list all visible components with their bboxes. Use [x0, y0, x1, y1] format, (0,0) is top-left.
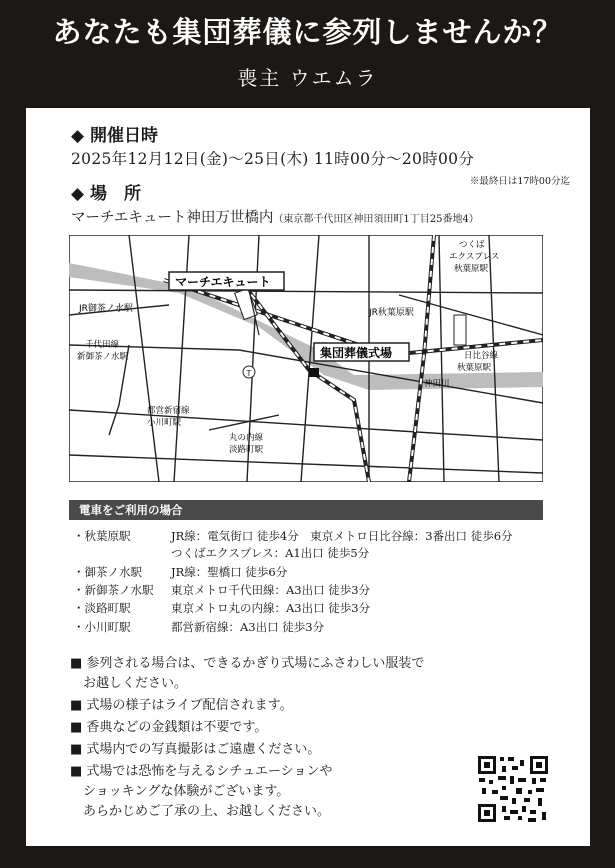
map-label-venue: 集団葬儀式場	[320, 346, 393, 360]
map-label-chiyoda-1: 千代田線	[85, 340, 120, 350]
map-label-hibiya-2: 秋葉原駅	[457, 363, 492, 373]
station-route: 東京メトロ丸の内線：A3出口 徒歩3分	[171, 601, 371, 615]
svg-text:T: T	[246, 369, 252, 378]
station-name: ・小川町駅	[73, 620, 131, 634]
venue-name: マーチエキュート神田万世橋内	[71, 210, 274, 226]
access-map	[69, 235, 543, 482]
map-label-marunouchi-2: 淡路町駅	[229, 445, 264, 455]
map-label-tsukuba-3: 秋葉原駅	[454, 264, 489, 274]
station-route: JR線：聖橋口 徒歩6分	[171, 565, 288, 579]
page-title: あなたも集団葬儀に参列しませんか？	[52, 15, 563, 49]
station-route: つくばエクスプレス：A1出口 徒歩5分	[171, 546, 370, 560]
station-route: JR線：電気街口 徒歩4分 東京メトロ日比谷線：3番出口 徒歩6分	[171, 529, 513, 543]
schedule-heading: ◆ 開催日時	[71, 126, 158, 146]
event-dates: 2025年12月12日(金)〜25日(木) 11時00分〜20時00分	[71, 150, 475, 168]
note-line: お越しください。	[70, 676, 188, 691]
map-label-jr-ochanomizu: JR御茶ノ水駅	[79, 304, 133, 314]
station-mark-hibiya	[454, 315, 466, 345]
note-line: あらかじめご了承の上、お越しください。	[70, 804, 331, 819]
map-label-chiyoda-2: 新御茶ノ水駅	[77, 352, 129, 362]
map-label-tsukuba-1: つくば	[459, 240, 485, 250]
venue-name-line	[71, 206, 479, 227]
map-label-kandagawa: 神田川	[424, 379, 450, 389]
qr-code-icon[interactable]	[476, 754, 550, 824]
station-name: ・秋葉原駅	[73, 529, 131, 543]
venue-address: （東京都千代田区神田須田町1丁目25番地4）	[273, 214, 479, 225]
map-label-tsukuba-2: エクスプレス	[449, 252, 500, 262]
map-label-toei-2: 小川町駅	[147, 418, 182, 428]
note-line: ■ 式場内での写真撮影はご遠慮ください。	[70, 742, 321, 757]
note-line: ■ 参列される場合は、できるかぎり式場にふさわしい服装で	[70, 656, 425, 671]
train-heading: 電車をご利用の場合	[69, 500, 543, 520]
note-line: ■ 式場の様子はライブ配信されます。	[70, 698, 293, 713]
station-route: 都営新宿線：A3出口 徒歩3分	[171, 620, 325, 634]
last-day-note: ※最終日は17時00分迄	[469, 176, 570, 187]
map-label-marunouchi-1: 丸の内線	[229, 433, 264, 443]
note-line: ■ 香典などの金銭類は不要です。	[70, 720, 268, 735]
note-line: ■ 式場では恐怖を与えるシチュエーションや	[70, 764, 333, 779]
header	[0, 0, 615, 108]
venue-marker	[309, 368, 319, 377]
note-line: ショッキングな体験がございます。	[70, 784, 290, 799]
info-panel	[26, 108, 590, 846]
station-route: 東京メトロ千代田線：A3出口 徒歩3分	[171, 583, 371, 597]
station-name: ・御茶ノ水駅	[73, 565, 142, 579]
map-label-hibiya-1: 日比谷線	[464, 351, 499, 361]
station-name: ・新御茶ノ水駅	[73, 583, 154, 597]
place-heading: ◆ 場 所	[71, 184, 141, 204]
map-label-toei-1: 都営新宿線	[147, 406, 190, 416]
station-name: ・淡路町駅	[73, 601, 131, 615]
map-label-jr-akihabara: JR秋葉原駅	[369, 308, 414, 318]
page-subtitle: 喪主 ウエムラ	[237, 66, 378, 90]
map-label-march: マーチエキュート	[175, 275, 271, 289]
